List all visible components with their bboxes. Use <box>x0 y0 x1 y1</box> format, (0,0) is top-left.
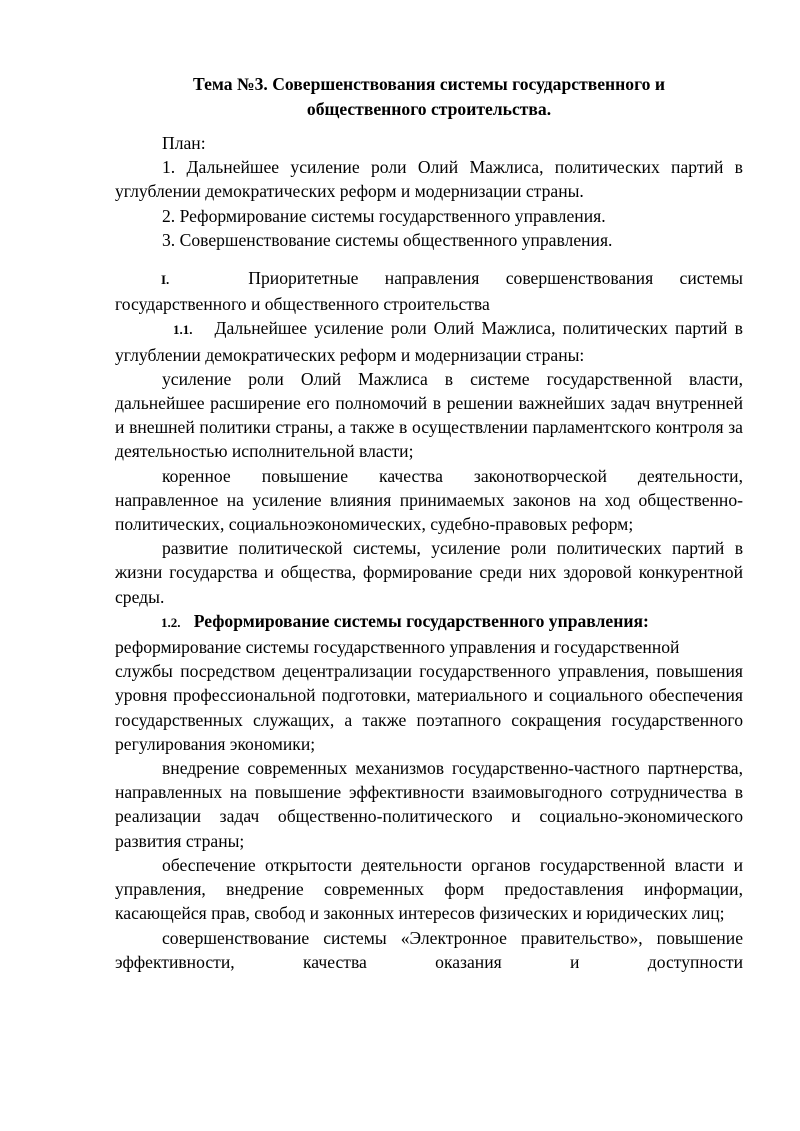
subsection-1-1-heading <box>115 316 743 366</box>
subsection-1-2-paragraph-1: внедрение современных механизмов государственно-частного партнерства, направленных на повышение эффективности взаимовыгодного сотрудничества в реализации задач общественно-политического и социально-экономического развития страны; <box>115 758 743 851</box>
title-line-2: общественного строительства. <box>306 98 552 119</box>
plan-label: План: <box>162 133 206 153</box>
plan-item-3: 3. Совершенствование системы общественного управления. <box>162 229 613 250</box>
plan-item-2: 2. Реформирование системы государственного управления. <box>162 205 606 226</box>
subsection-1-2-first-paragraph: службы посредством децентрализации государственного управления, повышения уровня профессиональной подготовки, материального и социального обеспечения государственных служащих, а также поэтапного сокращения государственного регулирования экономики; <box>115 661 743 754</box>
section-1-number: I. <box>161 272 170 288</box>
section-1-heading <box>115 266 743 316</box>
subsection-1-1-paragraph-3: развитие политической системы, усиление роли политических партий в жизни государства и общества, формирование среди них здоровой конкурентной среды. <box>115 538 743 607</box>
subsection-1-2-paragraph-2: обеспечение открытости деятельности органов государственной власти и управления, внедрение современных форм предоставления информации, касающейся прав, свобод и законных интересов физических и юридических лиц; <box>115 854 743 924</box>
title-line-1: Тема №3. Совершенствования системы государственного и <box>193 74 665 94</box>
subsection-1-2-heading <box>115 609 743 635</box>
subsection-1-1-heading-text: Дальнейшее усиление роли Олий Мажлиса, политических партий в углублении демократических реформ и модернизации страны: <box>115 318 743 365</box>
subsection-1-2-first-line: реформирование системы государственного управления и государственной <box>115 637 680 658</box>
subsection-1-1-number: 1.1. <box>173 322 193 338</box>
subsection-1-2-heading-text: Реформирование системы государственного управления: <box>193 610 649 631</box>
subsection-1-2-paragraph-3: совершенствование системы «Электронное правительство», повышение эффективности, качества оказания и доступности <box>115 927 743 972</box>
subsection-1-1-paragraph-2: коренное повышение качества законотворческой деятельности, направленное на усиление влияния принимаемых законов на ход общественно-политических, социальноэкономических, судебно-правовых реформ; <box>115 465 743 535</box>
section-1-heading-text: Приоритетные направления совершенствования системы государственного и общественного строительства <box>115 268 743 315</box>
document-title <box>115 72 743 121</box>
subsection-1-1-paragraph-1: усиление роли Олий Мажлиса в системе государственной власти, дальнейшее расширение его полномочий в решении важнейших задач внутренней и внешней политики страны, а также в осуществлении парламентского контроля за деятельностью исполнительной власти; <box>115 368 743 462</box>
plan-item-1: 1. Дальнейшее усиление роли Олий Мажлиса, политических партий в углублении демократических реформ и модернизации страны. <box>115 157 743 202</box>
subsection-1-2-number: 1.2. <box>161 614 181 630</box>
plan-block <box>115 131 743 252</box>
